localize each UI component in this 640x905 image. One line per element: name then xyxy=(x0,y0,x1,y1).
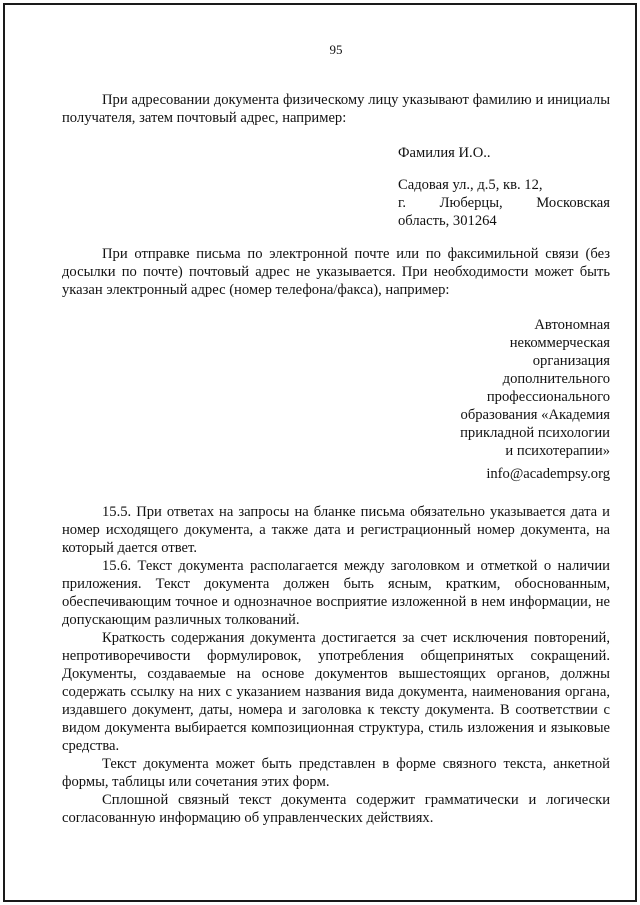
page-number: 95 xyxy=(329,42,343,57)
organization-address xyxy=(410,316,610,460)
paragraph-15-5: 15.5. При ответах на запросы на бланке письма обязательно указывается дата и номер исходящего документа, а также дата и регистрационный номер документа, на который дается ответ. xyxy=(62,504,610,556)
email-intro-block xyxy=(62,245,610,299)
org-line-3: организация xyxy=(532,353,610,369)
paragraph-15-6: 15.6. Текст документа располагается между заголовком и отметкой о наличии приложения. Текст документа должен быть ясным, кратким, обоснованным, обеспечивающим точное и однозначное восприятие изложенной в нем информации, не допускающим различных толкований. xyxy=(62,558,610,628)
address-line-3: область, 301264 xyxy=(398,213,497,229)
address-line-2-text: г. Люберцы, Московская xyxy=(398,195,610,211)
email-intro-paragraph: При отправке письма по электронной почте или по факсимильной связи (без досылки по почте) почтовый адрес не указывается. При необходимости может быть указан электронный адрес (номер телефона/факса), например: xyxy=(62,246,610,298)
address-line-2 xyxy=(398,194,610,212)
recipient-name: Фамилия И.О.. xyxy=(398,145,491,161)
body-paragraphs xyxy=(62,503,610,827)
org-line-4: дополнительного xyxy=(502,371,610,387)
org-line-1: Автономная xyxy=(534,317,610,333)
paragraph-text-forms: Текст документа может быть представлен в форме связного текста, анкетной формы, таблицы или сочетания этих форм. xyxy=(62,756,610,790)
org-line-7: прикладной психологии xyxy=(460,425,610,441)
org-line-5: профессионального xyxy=(486,389,610,405)
address-example-name-block xyxy=(398,144,610,162)
paragraph-brevity: Краткость содержания документа достигается за счет исключения повторений, непротиворечивости формулировок, употребления общепринятых сокращений. Документы, создаваемые на основе документов вышестоящих органов, должны содержать ссылку на них с указанием названия вида документа, наименования органа, издавшего документ, даты, номера и заголовка к тексту документа. В соответствии с видом документа выбирается композиционная структура, стиль изложения и языковые средства. xyxy=(62,630,610,754)
address-line-1: Садовая ул., д.5, кв. 12, xyxy=(398,177,543,193)
org-line-2: некоммерческая xyxy=(509,335,610,351)
organization-email: info@academpsy.org xyxy=(486,466,610,482)
paragraph-continuous-text: Сплошной связный текст документа содержит грамматически и логически согласованную информацию об управленческих действиях. xyxy=(62,792,610,826)
org-line-8: и психотерапии» xyxy=(505,443,610,459)
org-line-6: образования «Академия xyxy=(460,407,610,423)
intro-paragraph: При адресовании документа физическому лицу указывают фамилию и инициалы получателя, затем почтовый адрес, например: xyxy=(62,92,610,126)
intro-paragraph-block xyxy=(62,91,610,127)
address-example xyxy=(398,176,610,230)
